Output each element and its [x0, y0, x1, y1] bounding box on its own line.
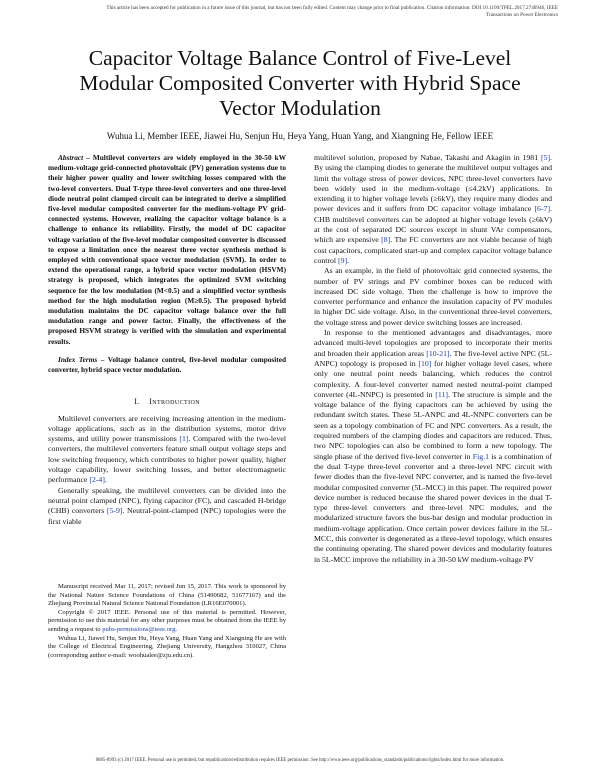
footnote-affiliation: Wuhua Li, Jiawei Hu, Senjun Hu, Heya Yang, Huan Yang and Xiangning He are with the College of Electrical Engineering, Zhejiang University, Hangzhou 310027, China (corresponding author e-mail: woohualee@zju.edu.cn).: [48, 634, 286, 659]
title-line-1: Capacitor Voltage Balance Control of Five-Level: [88, 46, 512, 70]
citation-link[interactable]: [1]: [179, 434, 189, 444]
citation-link[interactable]: [9]: [338, 255, 348, 265]
journal-header-note: [58, 5, 558, 19]
section-title: Introduction: [149, 397, 200, 407]
text-run: .: [104, 475, 107, 485]
text-run: . Compared with the two-level converters, the multilevel converters feature small output voltage steps and low switching frequency, which contributes to higher power quality, higher voltage capability, lower switching losses, and better electromagnetic performance: [48, 434, 286, 485]
index-terms-text: – Voltage balance control, five-level modular composited converter, hybrid space vector modulation.: [48, 354, 286, 375]
citation-link[interactable]: [11]: [435, 389, 448, 399]
footnote-copyright: [48, 609, 286, 635]
text-run: In response to the mentioned advantages and disadvantages, more advanced multi-level topologies are proposed to incorporate their merits and broaden their application areas: [314, 328, 552, 358]
permissions-email-link[interactable]: pubs-permissions@ieee.org: [102, 625, 176, 633]
body-paragraph-3: [314, 328, 552, 565]
citation-link[interactable]: [5]: [540, 153, 551, 162]
right-column: [314, 153, 552, 565]
text-run: . CHB multilevel converters can be adopted at higher voltage levels (≥6kV) at the cost of separated DC sources except in shunt VAr compensators, which are expensive: [314, 204, 552, 245]
abstract-label: Abstract: [58, 153, 84, 162]
text-run: . The five-level active NPC (5L-ANPC) topology is proposed in: [314, 348, 553, 368]
text-run: . The FC converters are not viable because of high cost capacitors, complicated start-up and complex capacitor voltage balance control: [314, 235, 552, 265]
text-run: Copyright © 2017 IEEE. Personal use of this material is permitted. However, permission to use this material for any other purposes must be obtained from the IEEE by sending a request to: [48, 608, 286, 633]
paper-title: [40, 46, 560, 121]
citation-link[interactable]: [10]: [418, 358, 432, 368]
text-run: Multilevel converters are receiving increasing attention in the medium-voltage applications, such as in the distribution systems, motor drive systems, and utility power transmissions: [48, 413, 286, 444]
text-run: . By using the clamping diodes to generate the multilevel output voltages and limit the voltage stress of power devices, NPC three-level converters have been widely used in the medium-voltage (≤4.2kV) applications. In extending it to higher voltage levels (≥6kV), they require many diodes and power devices and it suffers from DC capacitor voltage imbalance: [314, 153, 552, 214]
text-run: . The structure is simple and the voltage balance of the flying capacitors can be achieved by using the redundant switch states. These 5L-ANPC and 4L-NNPC converters can be seen as a topology combination of FC and NPC converters. As a result, the required numbers of the clamping diodes and capacitors are reduced. Thus, two NPC topologies can also be combined to form a new topology. The single phase of the derived five-level converter in: [314, 389, 552, 461]
citation-link[interactable]: [8]: [381, 235, 391, 245]
section-heading-introduction: [48, 397, 286, 407]
title-line-3: Vector Modulation: [219, 96, 381, 120]
body-paragraph-1: [314, 153, 552, 266]
text-run: multilevel solution, proposed by Nabae, Takashi and Akagiin in 1981: [314, 153, 541, 162]
figure-link[interactable]: Fig.1: [472, 451, 490, 461]
text-run: . Neutral-point-clamped (NPC) topologies were the first viable: [48, 506, 286, 526]
footnotes: [48, 583, 286, 660]
copyright-footer: 0885-8993 (c) 2017 IEEE. Personal use is permitted, but republication/redistribution requires IEEE permission. See http://www.ieee.org/publications_standards/publications/rights/index.html for more information.: [95, 758, 505, 763]
intro-paragraph-2: [48, 486, 286, 527]
citation-link[interactable]: [2-4]: [89, 475, 105, 485]
text-run: .: [175, 625, 178, 633]
text-run: for higher voltage level cases, where only one neutral point needs balancing, which reduces the control complexity. A four-level converter named nested neutral-point clamped converter (4L-NNPC) is presented in: [314, 358, 552, 399]
intro-paragraph-1: [48, 414, 286, 486]
author-list: Wuhua Li, Member IEEE, Jiawei Hu, Senjun Hu, Heya Yang, Huan Yang, and Xiangning He, Fellow IEEE: [106, 131, 494, 141]
text-run: is a combination of the dual T-type three-level converter and a three-level NPC circuit with fewer diodes than the five-level NPC converter, and is named the five-level modular composited converter (5L-MCC) in this paper. The required power device number is reduced because the shared power devices in the dual T-type three-level converters and three-level NPC modules, and the modularized structure favors the bus-bar design and modular production in medium-voltage application. Once certain power devices failure in the 5L-MCC, this converter is degenerated as a three-level topology, which ensures the continuing operating. The shared power devices and modularity features in 5L-MCC improve the reliability in a 30-50 kW medium-voltage PV: [314, 451, 552, 564]
header-line-1: This article has been accepted for publication in a future issue of this journal, but has not been fully edited. Content may change prior to final publication. Citation information: DOI 10.1109/TPEL.2017.2740946, IEEE: [106, 5, 558, 11]
citation-link[interactable]: [5-9]: [106, 506, 123, 516]
abstract-text: – Multilevel converters are widely employed in the 30-50 kW medium-voltage grid-connected photovoltaic (PV) generation systems due to their higher power quality and lower switching losses compared with the two-level converters. Dual T-type three-level converters and one three-level diode neutral point clamped circuit can be integrated to derive a simplified five-level modular composited converter for the medium-voltage PV grid-connected systems. However, realizing the capacitor voltage balance is a challenge to enhance its reliability. Firstly, the model of DC capacitor voltage variation of the five-level modular composited converter is discussed to expose a limitation once the nearest three vector synthesis method is employed with conventional space vector modulation (SVM). In order to extend the operational range, a hybrid space vector modulation (HSVM) strategy is proposed, which integrates the optimized SVM switching sequence for the low modulation (M<0.5) and a simplified vector synthesis method for the high modulation region (M≥0.5). The proposed hybrid modulation maintains the DC capacitor voltage balance over the full modulation range and power factor. Finally, the effectiveness of the proposed HSVM strategy is verified with the simulation and experimental results.: [48, 153, 286, 346]
body-paragraph-2: As an example, in the field of photovoltaic grid connected systems, the number of PV strings and PV combiner boxes can be reduced with increased DC side voltage. Then the challenge is how to improve the converter performance and enhance the insulation capacity of PV modules in higher DC side voltage. Also, in the conventional three-level converters, the voltage stress and power device switching losses are increased.: [314, 266, 552, 327]
text-run: Generally speaking, the multilevel converters can be divided into the neutral point clamped (NPC), flying capacitor (FC), and cascaded H-bridge (CHB) converters: [48, 485, 286, 516]
footnote-manuscript: Manuscript received Mar 11, 2017; revised Jun 15, 2017. This work is sponsored by the National Nature Science Foundations of China (51490682, 51677167) and the Zhejiang Provincial Natural Science National Foundation (LR16E070001).: [48, 583, 286, 608]
title-line-2: Modular Composited Converter with Hybrid Space: [79, 71, 521, 95]
header-line-2: Transactions on Power Electronics: [486, 12, 558, 18]
citation-link[interactable]: [10-21]: [426, 348, 450, 358]
left-column: [48, 153, 286, 527]
index-terms-label: Index Terms: [58, 354, 98, 364]
citation-link[interactable]: [6-7]: [534, 204, 551, 214]
abstract: [48, 153, 286, 347]
section-numeral: I.: [134, 397, 140, 407]
text-run: .: [347, 255, 350, 265]
index-terms: [48, 355, 286, 375]
